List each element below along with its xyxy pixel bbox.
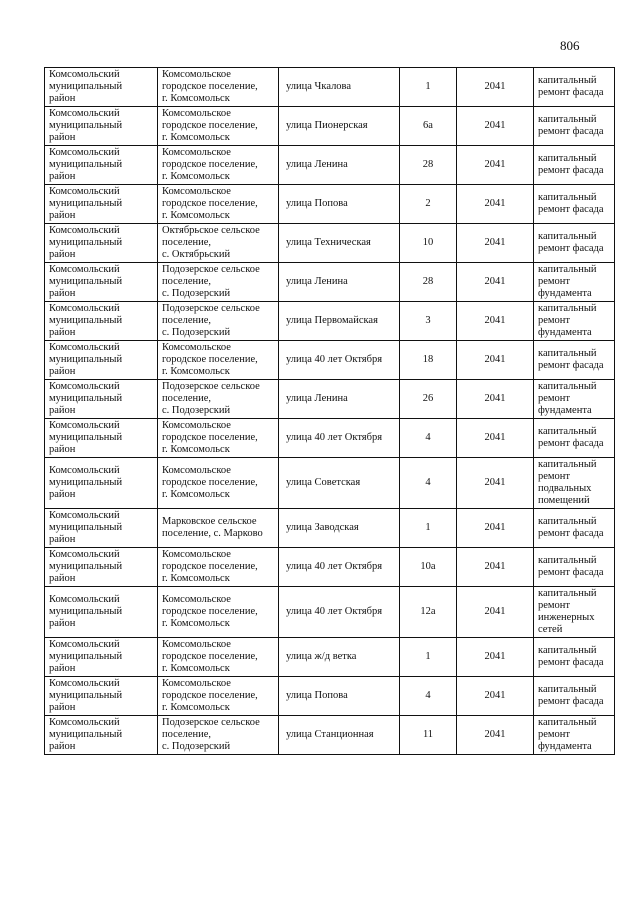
district-cell: Комсомольский муниципальный район	[45, 224, 158, 263]
table-row	[45, 302, 615, 341]
house-number-cell: 1	[400, 68, 457, 107]
settlement-cell: Комсомольское городское поселение, г. Комсомольск	[158, 458, 279, 509]
house-number-cell: 10	[400, 224, 457, 263]
house-number-cell: 12а	[400, 587, 457, 638]
house-number-cell: 2	[400, 185, 457, 224]
year-cell: 2041	[457, 419, 534, 458]
work-type-cell: капитальный ремонт фундамента	[534, 716, 615, 755]
district-cell: Комсомольский муниципальный район	[45, 548, 158, 587]
house-number-cell: 1	[400, 638, 457, 677]
work-type-cell: капитальный ремонт фундамента	[534, 380, 615, 419]
district-cell: Комсомольский муниципальный район	[45, 263, 158, 302]
table-row	[45, 509, 615, 548]
table-body	[45, 68, 615, 755]
settlement-cell: Комсомольское городское поселение, г. Комсомольск	[158, 107, 279, 146]
street-cell: улица Ленина	[279, 380, 400, 419]
year-cell: 2041	[457, 458, 534, 509]
year-cell: 2041	[457, 716, 534, 755]
settlement-cell: Комсомольское городское поселение, г. Комсомольск	[158, 68, 279, 107]
year-cell: 2041	[457, 185, 534, 224]
table-row	[45, 548, 615, 587]
work-type-cell: капитальный ремонт фасада	[534, 107, 615, 146]
street-cell: улица Ленина	[279, 146, 400, 185]
year-cell: 2041	[457, 548, 534, 587]
district-cell: Комсомольский муниципальный район	[45, 458, 158, 509]
settlement-cell: Комсомольское городское поселение, г. Комсомольск	[158, 638, 279, 677]
year-cell: 2041	[457, 263, 534, 302]
year-cell: 2041	[457, 677, 534, 716]
work-type-cell: капитальный ремонт инженерных сетей	[534, 587, 615, 638]
table-row	[45, 107, 615, 146]
street-cell: улица 40 лет Октября	[279, 587, 400, 638]
street-cell: улица Ленина	[279, 263, 400, 302]
district-cell: Комсомольский муниципальный район	[45, 587, 158, 638]
street-cell: улица Заводская	[279, 509, 400, 548]
table-row	[45, 587, 615, 638]
year-cell: 2041	[457, 224, 534, 263]
street-cell: улица Советская	[279, 458, 400, 509]
house-number-cell: 6а	[400, 107, 457, 146]
work-type-cell: капитальный ремонт фасада	[534, 638, 615, 677]
street-cell: улица Первомайская	[279, 302, 400, 341]
year-cell: 2041	[457, 509, 534, 548]
work-type-cell: капитальный ремонт подвальных помещений	[534, 458, 615, 509]
settlement-cell: Комсомольское городское поселение, г. Комсомольск	[158, 185, 279, 224]
district-cell: Комсомольский муниципальный район	[45, 68, 158, 107]
district-cell: Комсомольский муниципальный район	[45, 380, 158, 419]
district-cell: Комсомольский муниципальный район	[45, 302, 158, 341]
work-type-cell: капитальный ремонт фасада	[534, 224, 615, 263]
work-type-cell: капитальный ремонт фундамента	[534, 302, 615, 341]
street-cell: улица Пионерская	[279, 107, 400, 146]
settlement-cell: Подозерское сельское поселение, с. Подозерский	[158, 716, 279, 755]
table-row	[45, 185, 615, 224]
street-cell: улица Техническая	[279, 224, 400, 263]
settlement-cell: Подозерское сельское поселение, с. Подозерский	[158, 380, 279, 419]
settlement-cell: Комсомольское городское поселение, г. Комсомольск	[158, 419, 279, 458]
house-number-cell: 4	[400, 677, 457, 716]
house-number-cell: 3	[400, 302, 457, 341]
street-cell: улица 40 лет Октября	[279, 548, 400, 587]
house-number-cell: 4	[400, 458, 457, 509]
table-row	[45, 638, 615, 677]
year-cell: 2041	[457, 302, 534, 341]
table-row	[45, 146, 615, 185]
district-cell: Комсомольский муниципальный район	[45, 185, 158, 224]
district-cell: Комсомольский муниципальный район	[45, 146, 158, 185]
street-cell: улица Попова	[279, 677, 400, 716]
house-number-cell: 10а	[400, 548, 457, 587]
house-number-cell: 4	[400, 419, 457, 458]
work-type-cell: капитальный ремонт фасада	[534, 677, 615, 716]
table-row	[45, 68, 615, 107]
street-cell: улица Чкалова	[279, 68, 400, 107]
settlement-cell: Октябрьское сельское поселение, с. Октябрьский	[158, 224, 279, 263]
district-cell: Комсомольский муниципальный район	[45, 677, 158, 716]
work-type-cell: капитальный ремонт фасада	[534, 68, 615, 107]
house-number-cell: 18	[400, 341, 457, 380]
work-type-cell: капитальный ремонт фундамента	[534, 263, 615, 302]
district-cell: Комсомольский муниципальный район	[45, 638, 158, 677]
settlement-cell: Комсомольское городское поселение, г. Комсомольск	[158, 341, 279, 380]
street-cell: улица 40 лет Октября	[279, 419, 400, 458]
year-cell: 2041	[457, 587, 534, 638]
page-number: 806	[560, 38, 580, 53]
work-type-cell: капитальный ремонт фасада	[534, 341, 615, 380]
work-type-cell: капитальный ремонт фасада	[534, 185, 615, 224]
house-number-cell: 1	[400, 509, 457, 548]
house-number-cell: 28	[400, 263, 457, 302]
year-cell: 2041	[457, 107, 534, 146]
work-type-cell: капитальный ремонт фасада	[534, 548, 615, 587]
settlement-cell: Марковское сельское поселение, с. Марково	[158, 509, 279, 548]
year-cell: 2041	[457, 638, 534, 677]
district-cell: Комсомольский муниципальный район	[45, 716, 158, 755]
year-cell: 2041	[457, 146, 534, 185]
street-cell: улица Попова	[279, 185, 400, 224]
table-row	[45, 458, 615, 509]
district-cell: Комсомольский муниципальный район	[45, 419, 158, 458]
table-row	[45, 419, 615, 458]
settlement-cell: Комсомольское городское поселение, г. Комсомольск	[158, 677, 279, 716]
settlement-cell: Комсомольское городское поселение, г. Комсомольск	[158, 146, 279, 185]
year-cell: 2041	[457, 341, 534, 380]
settlement-cell: Подозерское сельское поселение, с. Подозерский	[158, 302, 279, 341]
year-cell: 2041	[457, 380, 534, 419]
street-cell: улица 40 лет Октября	[279, 341, 400, 380]
table-row	[45, 716, 615, 755]
district-cell: Комсомольский муниципальный район	[45, 107, 158, 146]
table-row	[45, 341, 615, 380]
work-type-cell: капитальный ремонт фасада	[534, 419, 615, 458]
table-row	[45, 380, 615, 419]
year-cell: 2041	[457, 68, 534, 107]
house-number-cell: 28	[400, 146, 457, 185]
house-number-cell: 26	[400, 380, 457, 419]
table-row	[45, 677, 615, 716]
district-cell: Комсомольский муниципальный район	[45, 341, 158, 380]
repair-schedule-table	[44, 67, 615, 755]
settlement-cell: Комсомольское городское поселение, г. Комсомольск	[158, 587, 279, 638]
work-type-cell: капитальный ремонт фасада	[534, 146, 615, 185]
district-cell: Комсомольский муниципальный район	[45, 509, 158, 548]
settlement-cell: Подозерское сельское поселение, с. Подозерский	[158, 263, 279, 302]
street-cell: улица ж/д ветка	[279, 638, 400, 677]
work-type-cell: капитальный ремонт фасада	[534, 509, 615, 548]
house-number-cell: 11	[400, 716, 457, 755]
street-cell: улица Станционная	[279, 716, 400, 755]
table-row	[45, 263, 615, 302]
settlement-cell: Комсомольское городское поселение, г. Комсомольск	[158, 548, 279, 587]
table-row	[45, 224, 615, 263]
